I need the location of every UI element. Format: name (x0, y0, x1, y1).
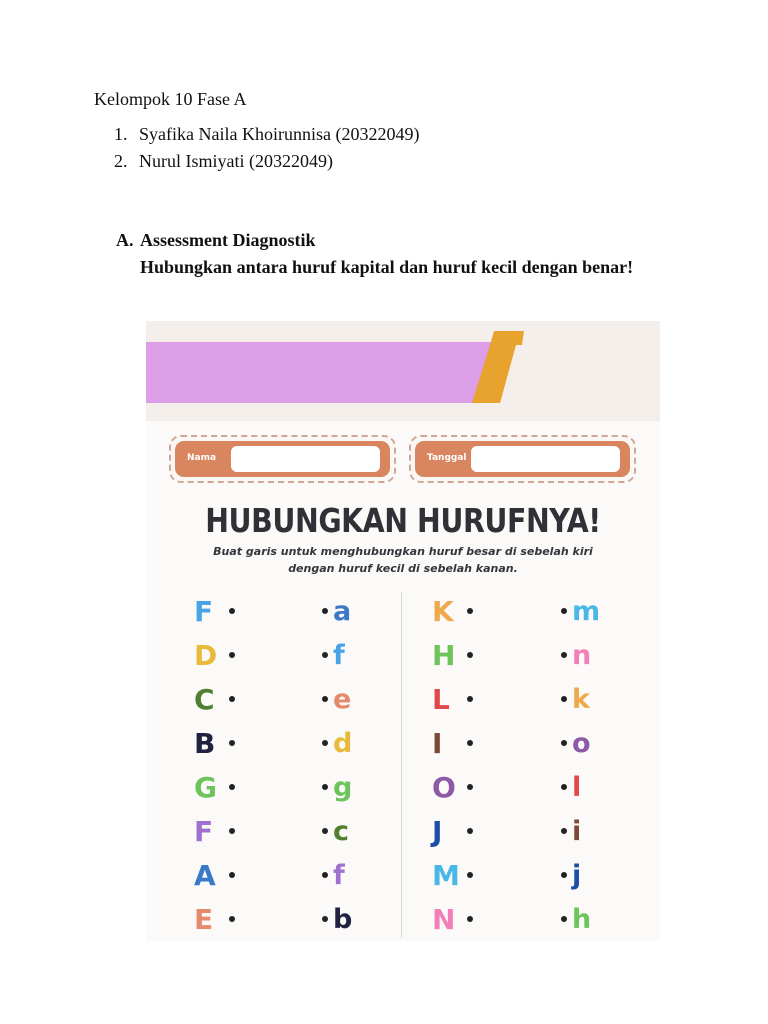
connect-dot (467, 828, 473, 834)
connect-dot (229, 652, 235, 658)
letter: K (432, 594, 454, 628)
letter: I (432, 726, 443, 760)
letter-item (317, 677, 352, 721)
letter: n (572, 639, 592, 671)
connect-dot (322, 696, 328, 702)
letter-item (556, 897, 600, 941)
letter-item (432, 721, 478, 765)
letter-item (432, 765, 478, 809)
letter: b (333, 903, 353, 935)
letter-item (194, 721, 240, 765)
connect-dot (229, 696, 235, 702)
left-capital-letters (194, 589, 240, 941)
instruction-line-2: dengan huruf kecil di sebelah kanan. (288, 562, 518, 575)
letter-item (317, 897, 352, 941)
list-item (114, 124, 419, 151)
connect-dot (561, 608, 567, 614)
document-title: Kelompok 10 Fase A (94, 89, 247, 109)
letter: J (432, 814, 443, 848)
connect-dot (561, 740, 567, 746)
right-capital-letters (432, 589, 478, 941)
letter: C (194, 682, 215, 716)
connect-dot (322, 828, 328, 834)
letter: f (333, 639, 345, 671)
letter: h (572, 903, 592, 935)
connect-dot (229, 740, 235, 746)
letter: o (572, 727, 591, 759)
letter-item (317, 589, 352, 633)
connect-dot (561, 652, 567, 658)
letter-item (432, 589, 478, 633)
letter: A (194, 858, 216, 892)
letter-item (194, 589, 240, 633)
instruction-line-1: Buat garis untuk menghubungkan huruf besar di sebelah kiri (213, 545, 593, 558)
letter: d (333, 727, 353, 759)
letter: f (333, 859, 345, 891)
letter: g (333, 771, 353, 803)
letter: m (572, 595, 601, 627)
letter-item (194, 809, 240, 853)
letter-item (317, 853, 352, 897)
letter-item (317, 721, 352, 765)
letter: B (194, 726, 216, 760)
connect-dot (561, 696, 567, 702)
letter-item (194, 853, 240, 897)
worksheet-instructions (146, 543, 660, 577)
letter-item (432, 633, 478, 677)
worksheet-image (146, 321, 660, 941)
section-a (116, 227, 660, 281)
letter: D (194, 638, 218, 672)
connect-dot (322, 652, 328, 658)
connect-dot (561, 828, 567, 834)
letter: L (432, 682, 450, 716)
letter-item (556, 853, 600, 897)
list-number: 1. (114, 124, 128, 144)
letter-item (556, 721, 600, 765)
letter-item (556, 765, 600, 809)
letter: i (572, 815, 582, 847)
letter: N (432, 902, 456, 936)
letter-item (556, 809, 600, 853)
connect-dot (322, 872, 328, 878)
letter: j (572, 859, 582, 891)
section-instruction: Hubungkan antara huruf kapital dan huruf kecil dengan benar! (140, 257, 634, 277)
letter: G (194, 770, 217, 804)
letter-item (556, 633, 600, 677)
letter: O (432, 770, 456, 804)
letter: k (572, 683, 590, 715)
letter: M (432, 858, 460, 892)
list-number: 2. (114, 151, 128, 171)
member-name: Nurul Ismiyati (20322049) (139, 151, 333, 171)
column-divider (401, 592, 402, 938)
connect-dot (322, 916, 328, 922)
letter-item (317, 809, 352, 853)
connect-dot (229, 608, 235, 614)
connect-dot (561, 872, 567, 878)
connect-dot (467, 696, 473, 702)
connect-dot (229, 828, 235, 834)
letter-item (432, 853, 478, 897)
connect-dot (561, 784, 567, 790)
purple-banner (146, 342, 500, 403)
connect-dot (561, 916, 567, 922)
letter-item (432, 897, 478, 941)
connect-dot (229, 784, 235, 790)
letter: F (194, 814, 214, 848)
letter-item (556, 589, 600, 633)
member-name: Syafika Naila Khoirunnisa (20322049) (139, 124, 420, 144)
date-label: Tanggal (427, 453, 467, 463)
letter-item (194, 677, 240, 721)
section-letter: A. (116, 230, 134, 250)
worksheet-heading: HUBUNGKAN HURUFNYA! (205, 501, 601, 540)
orange-slash-decoration (468, 331, 528, 405)
list-item (114, 151, 419, 178)
letter: H (432, 638, 456, 672)
right-lowercase-letters (556, 589, 600, 941)
letter-item (317, 765, 352, 809)
name-box (231, 446, 380, 472)
connect-dot (467, 608, 473, 614)
letter: l (572, 771, 582, 803)
letter-item (194, 633, 240, 677)
letter-item (432, 677, 478, 721)
connect-dot (467, 740, 473, 746)
letter-item (432, 809, 478, 853)
letter: E (194, 902, 214, 936)
connect-dot (322, 608, 328, 614)
date-box (471, 446, 620, 472)
connect-dot (229, 872, 235, 878)
date-field (409, 435, 636, 483)
letter-item (317, 633, 352, 677)
connect-dot (467, 872, 473, 878)
name-label: Nama (187, 453, 217, 463)
letter-item (556, 677, 600, 721)
letter: F (194, 594, 214, 628)
left-lowercase-letters (317, 589, 352, 941)
letter-item (194, 765, 240, 809)
section-heading: Assessment Diagnostik (140, 230, 316, 250)
letter: c (333, 815, 350, 847)
connect-dot (467, 784, 473, 790)
connect-dot (467, 916, 473, 922)
connect-dot (467, 652, 473, 658)
connect-dot (229, 916, 235, 922)
letter-item (194, 897, 240, 941)
member-list (114, 124, 419, 178)
name-field (169, 435, 396, 483)
connect-dot (322, 740, 328, 746)
letter: a (333, 595, 352, 627)
letter: e (333, 683, 352, 715)
connect-dot (322, 784, 328, 790)
